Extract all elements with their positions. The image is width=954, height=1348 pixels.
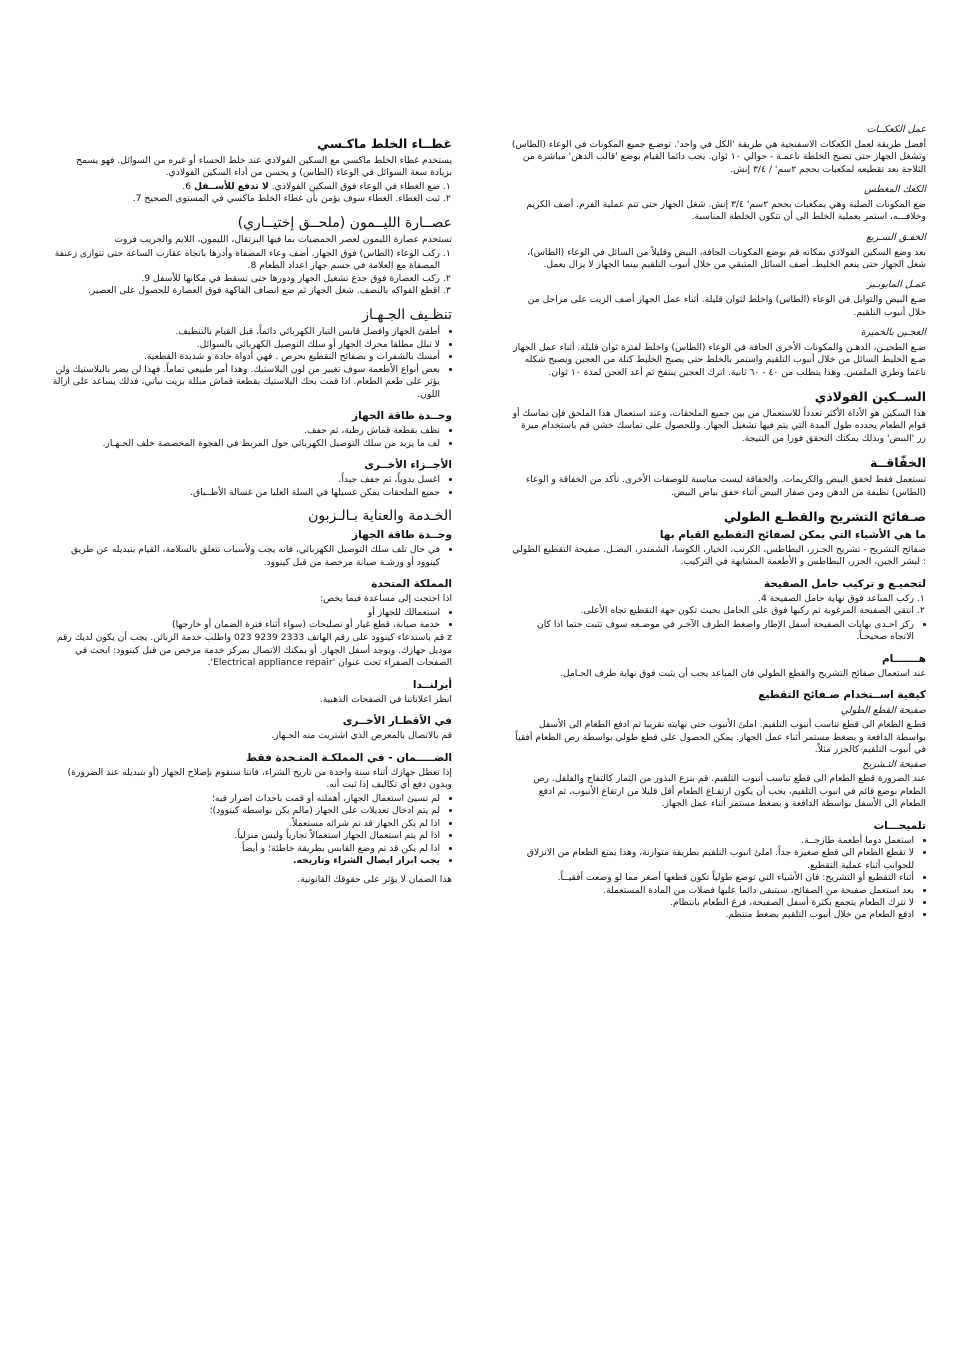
mayonnaise-text: ضـع البيض والتوابل في الوعاء (الطاس) واخلط لثوان قليلة. أثناء عمل الجهاز أضف الزيت على مراحل من خلال أنبوب التلقيم. (527, 294, 926, 318)
cleaning-item: • أطفئ الجهاز وافصل قابس التيار الكهربائي دائماً، قبل القيام بالتنظيف. (52, 326, 440, 338)
guarantee-item: • اذا لم يتم استعمال الجهاز استعمالاً تجارياً وليس منزلياً. (52, 830, 440, 842)
guarantee-section (52, 751, 452, 887)
tip-item: • أثناء التقطيع أو التشريح: فان الأشياء التي توضع طولياً تكون قطعها أصغر مما لو وضعت أفقيــاً. (511, 872, 914, 884)
slicing-text: صفائح التشريح - تشريح الجـزر، البطاطس، الكرنب، الخيار، الكوسا، الشمندر، البصـل. صفيحة التقطيع الطولي : لبشر الجبن، الجزر، البطاطس و الأطعمة المشابهة في التركيب. (512, 544, 926, 568)
how-to-section (511, 688, 926, 810)
blender-lid-step: 2. ثبت الغطاء. الغطاء سوف يؤمن بأن غطاء الخلط ماكسي في المستوى الصحيح 7. (52, 193, 440, 205)
guarantee-text: إذا تعطل جهازك أثناء سنة واحدة من تاريخ الشراء، فاننا سنقوم بإصلاح الجهاز (أو بتبديله عند الضرورة) وبدون دفع أي تكاليف إذا ثبت أنه. (67, 766, 452, 791)
tips-heading: تلميحـــات (873, 819, 926, 832)
how-to-sub1: صفيحة القطع الطولي (840, 704, 926, 716)
juicer-step: 2. ركب العصارة فوق جذع تشغيل الجهاز ودورها حتى تسقط في مكانها للأسفل 9. (52, 273, 440, 285)
juicer-heading: عصــارة الليــمون (ملحــق إختيــاري) (237, 214, 452, 231)
important-text: عند استعمال صفائح التشريح والقطع الطولي فان المباعد يجب أن يثبت فوق نهاية طرف الحـامل. (559, 667, 926, 679)
steel-blade-text: هذا السكين هو الأداة الأكثر تعدداً للاستعمال من بين جميع الملحقات، وعند استعمال هذا الملحق فإن تماسك أو قوام الطعام يحدده طول المدة التي يتم فيها تشغيل الجهاز. وللحصول على تماسك خشن قم باستخدام ميزة زر 'النبض' وبذلك يمكنك التحقق فورا من النتيجة. (512, 408, 926, 444)
right-column (511, 122, 926, 930)
crumble-section (511, 184, 926, 224)
other-parts-item: • جميع الملحقات يمكن غسيلها في السلة العليا من غسالة الأطــباق. (52, 487, 440, 499)
blender-lid-step (52, 181, 440, 193)
how-to-text2: عند الضرورة قطع الطعام الى قطع تناسب أنبوب التلقيم. قم بنزع البذور من الثمار كالتفاح والفلفل. رص الطعام بوضع قائم في انبوب التلقيم، يجب أن يكون ارتفـاع الطعام أقل قليلا من ارتفاع الأنبوب، ثم ادفع الطعام الى الأسفل بواسطة الدافعة و بضغط مستمر أثناء عمل الجهاز. (533, 773, 926, 810)
power-unit-section (52, 409, 452, 450)
slicing-subheading: ما هي الأشياء التي يمكن لصفائح التقطيع القيام بها (659, 528, 926, 541)
tip-item: • لا تقطع الطعام الى قطع صغيرة جداً. املئ انبوب التلقيم بطريقة متوازنة، وهذا يمنع الطعام من الانزلاق للجوانب أثناء عملية التقطيع. (511, 847, 914, 872)
yeast-dough-text: ضـع الطحيـن، الدهـن والمكونات الأخرى الجافة في الوعاء (الطاس) واخلط لفترة ثوان قليلة. أثناء عمل الجهاز ضـع الخليط السائل من خلال أنبوب التلقيم واستمر بالخلط حتى يصبح الخليط كتلة من العجين ويصبح شكله ناعما وطري الملمس. وهذا يتطلب من ٤٠ - ٦٠ ثانية. اترك العجين ينتفخ ثم أعد العجن لمدة ١٠ ثوان. (513, 341, 926, 378)
uk-call-text: قم باستدعاء كينوود على رقم الهاتف 2333 9239 023 واطلب خدمة الزبائن. يجب أن يكون لديك رقم موديل جهازك. ويوجد أسفل الجهاز. أو يمكنك الاتصال بمركز خدمة مرخص من قبل كينوود: ابحث في الصفحات الصفراء تحت عنوان 'Electrical appliance repair'. (56, 632, 452, 669)
assembly-step: 2. انتقي الصفيحة المرغوبة ثم ركبها فوق على الحامل بحيث تكون جهة التقطيع تجاه الأعلى. (511, 605, 914, 617)
cleaning-item: • أمسك بالشفرات و بصفائح التقطيع بحرص . فهي أدواة حادة و شديدة القطعية. (52, 351, 440, 363)
service-item: • في حال تلف سلك التوصيل الكهربائي، فانه يجب ولأسباب تتعلق بالسلامة، القيام بتبديله عن طريق كينوود أو ورشـة صيانة مرخصة من قبل كينوود. (52, 544, 440, 569)
uk-section (52, 577, 452, 670)
other-parts-heading: الأجــزاء الأخــرى (364, 459, 452, 471)
service-heading: الخـدمة والعناية بـالـزبون (308, 508, 452, 525)
blender-lid-heading: غطــاء الخلط ماكـسي (317, 136, 452, 151)
guarantee-bold-item: • يجب ابراز ايصال الشراء وتاريخه. (52, 855, 440, 867)
how-to-heading: كيفية اســتخدام صـفائح التقطيع (758, 689, 926, 702)
juicer-text: تستخدم عصارة الليمون لعصر الحمضيات بما فيها البرتقال، الليمون، اللايم والجريب فروت (114, 234, 452, 246)
tip-item: • لا تترك الطعام يتجمع بكثرة أسفل الصفيحة، فرغ الطعام بانتظام. (511, 897, 914, 909)
how-to-text1: قطـع الطعام الى قطع تناسب أنبوب التلقيم. املئ الأنبوب حتى نهايته تقريبا ثم ادفع الطعام الى الأسفل بواسطة الدافعة و بضغط مستمر أثناء عمل الجهاز. يمكن الحصول على قطع طولي بواسطة رص الطعام أفقياً في أنبوب التلقيم كالجزر مثلاً. (515, 719, 926, 756)
tips-section (511, 819, 926, 922)
quick-mix-text: بعد وضع السكين الفولاذي بمكانه قم بوضع المكونات الجافة، البيض وقليلاً من السائل في الوعاء (الطاس)، شغل الجهاز حتى ينعم الخليط. أضف السائل المتبقي من خلال أنبوب التلقيم بينما الجهاز لا يزال يعمل. (527, 246, 926, 270)
blender-lid-step1-pre: ضع الغطاء في الوعاء فوق السكين الفولاذي. (271, 180, 440, 192)
cleaning-item: • بعض أنواع الأطعمة سوف تغيير من لون البلاستيك. وهذا أمر طبيعي تماماً. فهذا لن يضر بالبلاستيك ولن يؤثر على طعم الطعام. اذا قمت بحك البلاستيك بقطعة قماش مبللة بزيت نباتي، فذلك يساعد على ازالة اللون. (52, 364, 440, 401)
juicer-step: 1. ركب الوعاء (الطاس) فوق الجهاز. أضف وعاء المصفاة وأدرها باتجاه عقارب الساعة حتى تتوازى زعنفة المصفاة مع العلامة في جسم جهاز اعداد الطعام 8. (52, 248, 440, 273)
whisk-section (511, 455, 926, 499)
blender-lid-step1-bold: لا تدفع للأســفل (193, 180, 269, 192)
tip-item: • بعد استعمل صفيحة من الصفائح، سيتبقى دائما عليها فضلات من المادة المستعملة. (511, 885, 914, 897)
other-countries-heading: في الأقطـار الأخــرى (342, 715, 452, 728)
tip-item: • ادفع الطعام من خلال أنبوب التلقيم بضغط منتظم. (511, 909, 914, 921)
assembly-heading: لتجميـع و تركيب حامل الصفيحة (763, 577, 926, 590)
mayonnaise-heading: عمـل المايونـيز (866, 279, 926, 291)
slicing-heading: صـفائح التشريح والقطـع الطولي (723, 508, 926, 524)
ireland-text: انظر اعلاناتنا في الصفحات الذهبية. (319, 693, 452, 705)
assembly-section (511, 577, 926, 644)
blender-lid-text: يستخدم غطاء الخلط ماكسي مع السكين الفولاذي عند خلط الحساء أو غيره من السوائل. فهو يسمح بزيادة سعة السوائل في الوعاء (الطاس) و يحسن من أداء السكين الفولاذي. (76, 154, 452, 179)
power-unit-item: • لف ما يزيد من سلك التوصيل الكهربائي حول المربط في الفجوة المخصصة خلف الجـهـاز. (52, 438, 440, 450)
other-parts-section (52, 458, 452, 499)
power-unit-heading: وحــدة طاقة الجهاز (352, 409, 452, 422)
assembly-step: 1. ركب المباعد فوق نهاية حامل الصفيحة 4. (511, 593, 914, 605)
blender-lid-step1-post: 6. (182, 180, 192, 192)
uk-marker: z (447, 632, 452, 644)
left-column (52, 126, 452, 895)
guarantee-item: • لم تسيئ استعمال الجهاز، أهملته أو قمت باحداث اضرار فيه؛ (52, 793, 440, 805)
steel-blade-heading: الســكين الفولاذي (814, 389, 926, 405)
cake-section (511, 124, 926, 176)
blender-lid-section (52, 136, 452, 206)
steel-blade-section (511, 389, 926, 445)
uk-call (52, 632, 452, 669)
quick-mix-heading: الخفـق السـريع (866, 231, 926, 243)
whisk-text: تستعمل فقط لخفق البيض والكريمات. والخفاقة ليست مناسبة للوصفات الأخرى. تأكد من الخفاقة و الوعاء (الطاس) نظيفة من الدهن ومن صفار البيض أثناء خفق بياض البيض. (525, 474, 926, 498)
juicer-step: 3. اقطع الفواكه بالنصف. شغل الجهاز ثم ضع انصاف الفاكهة فوق العصارة للحصول على العصير. (52, 285, 440, 297)
tip-item: • استعمل دوما أطعمة طازجــة. (511, 835, 914, 847)
assembly-bullet: • ركز احـدى نهايات الصفيحة أسفل الإطار واضغط الطرف الآخـر في موضـعه سوف تثبت حتما اذا كان الاتجاه صحيحـاً. (511, 619, 914, 644)
guarantee-item: • اذا لم يكن قد تم وضع القابس بطريقة خاطئة؛ و أيضاً (52, 843, 440, 855)
crumble-text: ضع المكونات الصلبة وهي بمكعبات بحجم ٢سم' ٣/٤ إنش. شغل الجهاز حتى تتم عملية الفرم. أضف الكريم وخلافـــه، استمر بعملية الخلط الى أن تتكون الخلطة المناسبة. (526, 198, 926, 223)
quick-mix-section (511, 232, 926, 272)
other-countries-text: قم بالاتصال بالمعرض الذي اشتريت منه الجـهاز. (271, 730, 452, 742)
slicing-section (511, 509, 926, 569)
other-countries-section (52, 714, 452, 743)
cleaning-heading: تنظـيف الجـهـاز (362, 306, 452, 323)
yeast-dough-heading: العجـين بالخميرة (860, 327, 926, 339)
service-section (52, 507, 452, 569)
service-sub: وحــدة طاقة الجهاز (352, 528, 452, 541)
juicer-section (52, 214, 452, 298)
mayonnaise-section (511, 279, 926, 319)
cleaning-section (52, 306, 452, 401)
ireland-heading: أيرلنــدا (412, 678, 452, 691)
guarantee-item: • لم يتم ادخال تعديلات على الجهاز (مالم يكن بواسطة كينوود)؛ (52, 805, 440, 817)
uk-item: • خدمة صيانة، قطع غيار أو تصليحات (سواء أثناء فترة الضمان أو خارجها) (52, 619, 440, 631)
power-unit-item: • نظف بقطعة قماش رطبة، ثم جفف. (52, 425, 440, 437)
uk-item: • استعمالك للجهاز أو (52, 607, 440, 619)
uk-heading: المملكة المتحدة (371, 577, 452, 590)
cake-text: أفضل طريقة لعمل الكعكات الاسفنجية هي طريقة 'الكل في واحد'. توضـع جميع المكونات في الوعاء (الطاس) وتشغل الجهاز حتى تصبح الخلطة ناعمـة - حوالي ١٠ ثوان. يجب دائما القيام بوضع 'قالب الدهن' مباشرة من الثلاجة بعد تقطيعه لمكعبات بحجم ٢سم' / ٣/٤ إنش. (511, 138, 926, 175)
crumble-heading: الكعك المغطس (864, 184, 926, 196)
cake-heading: عمل الكعكــات (866, 124, 926, 135)
important-heading: هـــــــام (881, 652, 926, 665)
guarantee-footer: هذا الضمان لا يؤثر على حقوقك القانونية. (297, 874, 452, 886)
guarantee-item: • اذا لم يكن الجهاز قد تم شرائه مستعملاً. (52, 818, 440, 830)
ireland-section (52, 678, 452, 707)
yeast-dough-section (511, 327, 926, 379)
how-to-sub2: صفيحة التـشريح (862, 758, 926, 770)
other-parts-item: • اغسل يدوياً، ثم جفف جيداً. (52, 474, 440, 486)
guarantee-heading: الضـــــمان - في المملكـة المتـحدة فقط (246, 751, 452, 764)
whisk-heading: الخفّاقــة (870, 455, 926, 471)
uk-intro: اذا احتجت إلى مساعدة فيما يخص: (320, 593, 452, 605)
cleaning-item: • لا تبلل مطلقا محرك الجهاز أو سلك التوصيل الكهربائي بالسوائل. (52, 339, 440, 351)
important-section (511, 652, 926, 681)
